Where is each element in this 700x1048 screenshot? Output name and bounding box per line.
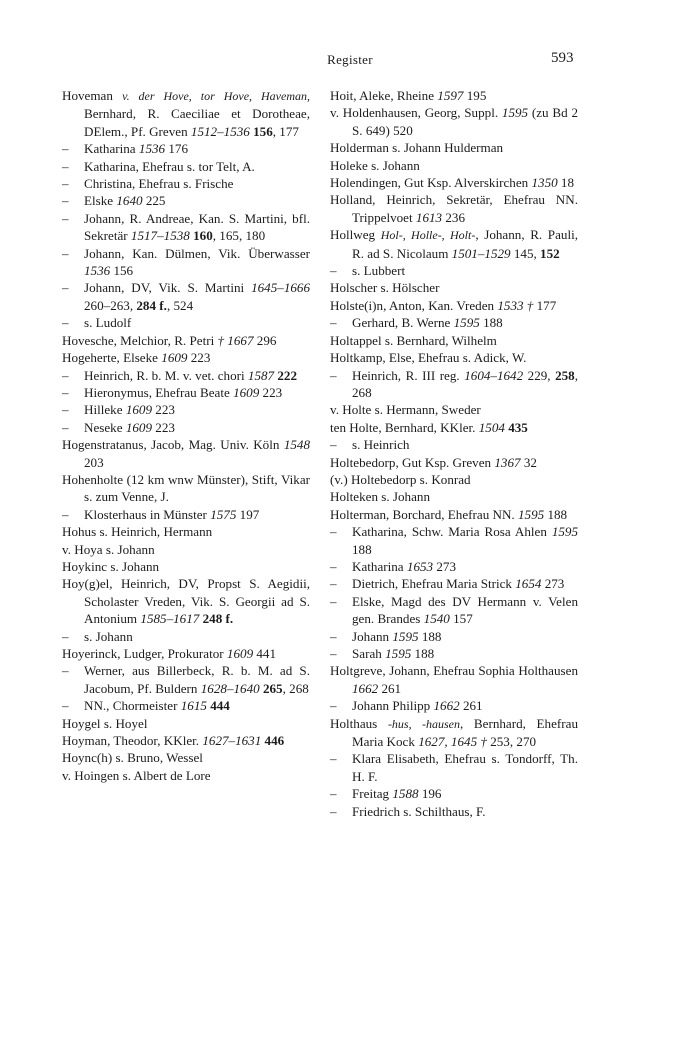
entry-year: 1587 — [247, 367, 275, 383]
entry-text: Johann — [352, 628, 393, 644]
index-subentry — [330, 593, 578, 628]
index-entry — [62, 732, 310, 749]
entry-text: Holendingen, Gut Ksp. Alverskirchen — [330, 175, 532, 191]
index-subentry — [62, 697, 310, 714]
entry-year: 1536 — [84, 263, 111, 279]
entry-text: Sarah — [352, 646, 386, 661]
entry-text: 261 — [378, 680, 402, 696]
subentry-dash: – — [330, 524, 337, 540]
index-subentry — [330, 750, 578, 785]
subentry-dash: – — [330, 646, 337, 661]
entry-text: Johann, R. Andreae, Kan. S. Martini, bfl. Sekretär — [84, 210, 310, 244]
index-entry — [62, 575, 310, 627]
subentry-dash: – — [62, 176, 69, 192]
index-subentry — [62, 628, 310, 645]
index-entry — [330, 419, 578, 436]
index-entry — [330, 506, 578, 523]
index-entry — [62, 349, 310, 366]
entry-text: Holscher s. Hölscher — [330, 280, 440, 296]
entry-text: 236 — [442, 209, 466, 225]
entry-text: 260–263, — [84, 297, 137, 313]
entry-page-bold: 258 — [555, 367, 575, 383]
entry-text: Hoyerinck, Ludger, Prokurator — [62, 646, 227, 661]
subentry-dash: – — [62, 280, 69, 296]
index-entry — [62, 436, 310, 471]
entry-text: 225 — [142, 193, 166, 209]
entry-text: , 268 — [282, 680, 309, 696]
index-entry — [62, 541, 310, 558]
entry-text: 261 — [459, 698, 483, 714]
entry-year: 1595 — [551, 524, 578, 540]
entry-text: Katharina — [352, 558, 407, 574]
entry-year: 1517–1538 — [130, 228, 190, 244]
entry-text: Bernhard, R. Caeciliae et Dorotheae, DElem., Pf. Greven — [84, 106, 310, 139]
entry-year: 1501–1529 — [451, 245, 511, 261]
entry-year: 1609 — [233, 384, 260, 400]
entry-year: 1628–1640 — [200, 680, 260, 696]
index-subentry — [62, 279, 310, 314]
index-entry — [62, 332, 310, 349]
index-subentry — [330, 367, 578, 402]
entry-text: 223 — [187, 350, 211, 366]
subentry-dash: – — [62, 506, 69, 522]
entry-text: 273 — [541, 576, 565, 592]
entry-text: Elske, Magd des DV Hermann v. Velen gen. Brandes — [352, 593, 578, 627]
entry-year: 1662 — [352, 680, 379, 696]
index-subentry — [330, 803, 578, 820]
subentry-dash: – — [330, 786, 337, 802]
entry-year: 1653 — [406, 558, 434, 574]
subentry-dash: – — [62, 384, 69, 400]
entry-year: 1350 — [531, 175, 558, 191]
subentry-dash: – — [330, 315, 337, 331]
page-number: 593 — [551, 50, 574, 66]
entry-page-bold: 156 — [253, 123, 273, 139]
entry-year: 1588 — [392, 786, 419, 802]
entry-text: 203 — [84, 454, 104, 470]
entry-year: 1609 — [226, 646, 254, 661]
entry-year: 1595 — [385, 646, 412, 661]
subentry-dash: – — [330, 263, 337, 279]
entry-text: Holteken s. Johann — [330, 489, 431, 505]
entry-text: , Johann, R. Pauli, R. ad S. Nicolaum — [352, 227, 578, 261]
index-entry — [62, 767, 310, 784]
subentry-dash: – — [62, 402, 69, 418]
entry-text: Holtkamp, Else, Ehefrau s. Adick, W. — [330, 350, 527, 366]
entry-text: Hoygel s. Hoyel — [62, 715, 148, 731]
entry-text: Neseke — [84, 419, 126, 435]
entry-text: Holderman s. Johann Hulderman — [330, 140, 504, 156]
subentry-dash: – — [330, 803, 337, 819]
entry-text: v. Holte s. Hermann, Sweder — [330, 402, 481, 418]
entry-text: s. Ludolf — [84, 315, 132, 331]
index-entry — [62, 523, 310, 540]
index-subentry — [62, 384, 310, 401]
subentry-dash: – — [62, 141, 69, 157]
entry-variant-names: -hus, -hausen — [387, 716, 460, 731]
entry-text: 223 — [152, 419, 175, 435]
index-entry — [62, 645, 310, 662]
entry-page-bold: 160 — [193, 228, 213, 244]
subentry-dash: – — [330, 576, 337, 592]
running-head: Register — [327, 52, 373, 67]
index-entry — [330, 191, 578, 226]
entry-text: s. Lubbert — [352, 263, 406, 279]
entry-year: 1595 — [453, 315, 480, 331]
entry-text: Heinrich, R. III reg. — [352, 367, 465, 383]
index-subentry — [330, 436, 578, 453]
entry-page-bold: 248 f. — [202, 611, 234, 627]
index-entry — [330, 488, 578, 505]
index-entry — [330, 226, 578, 262]
entry-text: NN., Chormeister — [84, 698, 181, 714]
index-entry — [330, 279, 578, 296]
entry-year: 1627–1631 — [202, 733, 262, 749]
entry-year: † 1667 — [217, 332, 254, 348]
entry-page-bold: 265 — [262, 680, 283, 696]
subentry-dash: – — [62, 698, 69, 714]
index-entry — [62, 558, 310, 575]
entry-text: Elske — [84, 193, 117, 209]
index-entry — [330, 174, 578, 191]
entry-year: 1604–1642 — [464, 367, 524, 383]
subentry-dash: – — [330, 437, 337, 453]
index-entry — [330, 349, 578, 366]
entry-text: Freitag — [352, 786, 393, 802]
entry-text: 145, — [510, 245, 541, 261]
index-entry — [62, 471, 310, 506]
entry-text: 197 — [236, 506, 260, 522]
subentry-dash: – — [330, 751, 337, 767]
entry-text: 18 — [557, 175, 575, 191]
entry-text: Johann, DV, Vik. S. Martini — [84, 280, 252, 296]
index-entry — [330, 87, 578, 104]
index-subentry — [62, 245, 310, 280]
entry-text: Holland, Heinrich, Sekretär, Ehefrau NN. Trippelvoet — [330, 192, 578, 225]
subentry-dash: – — [62, 367, 69, 383]
entry-year: 1640 — [116, 193, 143, 209]
entry-year: 1595 — [517, 506, 545, 522]
index-entry — [330, 454, 578, 471]
subentry-dash: – — [62, 158, 69, 174]
subentry-dash: – — [62, 210, 69, 226]
entry-year: 1536 — [138, 141, 166, 157]
entry-text: v. Hoya s. Johann — [62, 541, 155, 557]
index-subentry — [62, 158, 310, 175]
subentry-dash: – — [62, 663, 69, 679]
entry-text: Werner, aus Billerbeck, R. b. M. ad S. Jacobum, Pf. Buldern — [84, 663, 310, 696]
entry-text: Hoy(g)el, Heinrich, DV, Propst S. Aegidii, Scholaster Vreden, Vik. S. Georgii ad S. Antonium — [62, 576, 310, 627]
entry-text: Hoit, Aleke, Rheine — [330, 88, 438, 103]
entry-text: Hilleke — [84, 402, 126, 418]
entry-page-bold: 444 — [210, 698, 230, 714]
entry-text: 188 — [479, 315, 503, 331]
index-entry — [62, 749, 310, 766]
index-subentry — [62, 192, 310, 209]
entry-year: 1540 — [423, 611, 450, 627]
entry-text: , 524 — [166, 297, 194, 313]
entry-text: Friedrich s. Schilthaus, F. — [352, 803, 486, 819]
index-subentry — [330, 314, 578, 331]
entry-year: 1609 — [161, 350, 188, 366]
index-subentry — [330, 785, 578, 802]
index-subentry — [330, 575, 578, 592]
entry-text: 229, — [523, 367, 556, 383]
entry-text: 273 — [433, 558, 457, 574]
entry-year: 1512–1536 — [190, 123, 250, 139]
index-entry — [62, 87, 310, 140]
subentry-dash: – — [62, 419, 69, 435]
entry-text: 188 — [544, 506, 568, 522]
entry-variant-names: v. der Hove, tor Hove, Haveman, — [122, 89, 310, 103]
entry-text: s. Johann — [84, 628, 133, 644]
entry-text: 188 — [352, 541, 372, 557]
entry-text: 296 — [253, 332, 277, 348]
entry-year: 1609 — [125, 419, 152, 435]
subentry-dash: – — [330, 367, 337, 383]
index-subentry — [62, 419, 310, 436]
entry-text: Johann Philipp — [352, 698, 434, 714]
entry-page-bold: 222 — [277, 367, 297, 383]
entry-text: 253, 270 — [486, 734, 537, 750]
entry-page-bold: 152 — [540, 245, 560, 261]
subentry-dash: – — [330, 593, 337, 609]
entry-text: Christina, Ehefrau s. Frische — [84, 176, 234, 192]
index-subentry — [62, 140, 310, 157]
index-entry — [330, 104, 578, 139]
entry-text: Hoyman, Theodor, KKler. — [62, 733, 203, 749]
index-subentry — [62, 401, 310, 418]
index-subentry — [62, 506, 310, 523]
entry-text: ten Holte, Bernhard, KKler. — [330, 419, 479, 435]
entry-text: Hoveman — [62, 88, 123, 103]
entry-text: v. Hoingen s. Albert de Lore — [62, 767, 211, 783]
index-entry — [330, 139, 578, 156]
index-subentry — [62, 662, 310, 697]
entry-text: 156 — [110, 263, 134, 279]
entry-year: 1654 — [515, 576, 542, 592]
index-subentry — [62, 367, 310, 384]
index-subentry — [62, 210, 310, 245]
entry-text: (zu Bd 2 S. 649) 520 — [352, 105, 578, 138]
entry-text: , Bernhard, Ehefrau Maria Kock — [352, 715, 578, 750]
entry-text: 176 — [165, 141, 189, 157]
index-entry — [330, 715, 578, 751]
entry-year: 1595 — [392, 628, 419, 644]
index-entry — [330, 157, 578, 174]
entry-year: 1533 † — [497, 297, 534, 313]
entry-text: v. Holdenhausen, Georg, Suppl. — [330, 105, 502, 121]
index-subentry — [62, 175, 310, 192]
entry-text: 188 — [411, 646, 435, 661]
entry-text: Holterman, Borchard, Ehefrau NN. — [330, 506, 518, 522]
entry-text: Hoykinc s. Johann — [62, 558, 160, 574]
entry-text: , 177 — [272, 123, 299, 139]
index-entry — [330, 297, 578, 314]
entry-page-bold: 284 f. — [136, 297, 167, 313]
index-subentry — [330, 645, 578, 662]
entry-year: 1662 — [433, 698, 460, 714]
index-subentry — [330, 628, 578, 645]
index-subentry — [330, 262, 578, 279]
entry-text: Hohus s. Heinrich, Hermann — [62, 524, 213, 540]
entry-text: Gerhard, B. Werne — [352, 315, 454, 331]
index-subentry — [330, 558, 578, 575]
entry-text: Klosterhaus in Münster — [84, 506, 211, 522]
entry-year: 1609 — [125, 402, 153, 418]
subentry-dash: – — [330, 558, 337, 574]
entry-text: , 268 — [352, 367, 578, 400]
entry-year: 1597 — [437, 88, 464, 103]
entry-year: 1585–1617 — [140, 611, 200, 627]
entry-text: Holeke s. Johann — [330, 157, 420, 173]
entry-year: 1367 — [494, 454, 521, 470]
entry-text: Holtappel s. Bernhard, Wilhelm — [330, 332, 497, 348]
entry-text: Holste(i)n, Anton, Kan. Vreden — [330, 297, 498, 313]
entry-text: Holtgreve, Johann, Ehefrau Sophia Holthausen — [330, 663, 578, 679]
entry-year: 1645–1666 — [251, 280, 310, 296]
entry-text: (v.) Holtebedorp s. Konrad — [330, 471, 471, 487]
entry-text: 32 — [520, 454, 537, 470]
entry-text: Dietrich, Ehefrau Maria Strick — [352, 576, 516, 592]
entry-text: Holtebedorp, Gut Ksp. Greven — [330, 454, 495, 470]
entry-text: Hieronymus, Ehefrau Beate — [84, 384, 234, 400]
entry-text: Katharina, Ehefrau s. tor Telt, A. — [84, 158, 255, 174]
entry-text: 441 — [253, 646, 277, 661]
index-entry — [62, 715, 310, 732]
entry-text: Katharina — [84, 141, 139, 157]
index-subentry — [62, 314, 310, 331]
subentry-dash: – — [330, 628, 337, 644]
entry-year: 1548 — [283, 437, 310, 453]
entry-text: Katharina, Schw. Maria Rosa Ahlen — [352, 524, 552, 540]
index-subentry — [330, 523, 578, 558]
entry-text: 196 — [418, 786, 442, 802]
entry-variant-names: Hol-, Holle-, Holt- — [380, 228, 476, 243]
entry-text: Hovesche, Melchior, R. Petri — [62, 332, 218, 348]
index-entry — [330, 332, 578, 349]
entry-text: Holthaus — [330, 715, 388, 731]
entry-text: 157 — [449, 611, 473, 627]
entry-text: 177 — [533, 297, 557, 313]
entry-text: 223 — [259, 384, 283, 400]
subentry-dash: – — [62, 628, 69, 644]
subentry-dash: – — [62, 193, 69, 209]
subentry-dash: – — [62, 315, 69, 331]
index-entry — [330, 471, 578, 488]
right-column — [330, 87, 578, 820]
entry-page-bold: 446 — [264, 733, 285, 749]
entry-year: 1613 — [415, 209, 443, 225]
entry-text: s. Heinrich — [352, 437, 410, 453]
entry-text: Johann, Kan. Dülmen, Vik. Überwasser — [84, 245, 310, 261]
index-subentry — [330, 697, 578, 714]
entry-text: Hoync(h) s. Bruno, Wessel — [62, 750, 203, 766]
entry-text: Hollweg — [330, 227, 381, 243]
entry-text: Heinrich, R. b. M. v. vet. chori — [84, 367, 248, 383]
entry-year: 1575 — [210, 506, 237, 522]
entry-text: Klara Elisabeth, Ehefrau s. Tondorff, Th. H. F. — [352, 751, 578, 784]
entry-year: 1627, 1645 † — [418, 734, 487, 750]
entry-text: , 165, 180 — [212, 228, 266, 244]
entry-text: Hogeherte, Elseke — [62, 350, 162, 366]
entry-year: 1595 — [501, 105, 529, 121]
entry-text: 188 — [418, 628, 442, 644]
subentry-dash: – — [330, 698, 337, 714]
entry-text: Hogenstratanus, Jacob, Mag. Univ. Köln — [62, 437, 284, 453]
entry-page-bold: 435 — [508, 419, 528, 435]
left-column — [62, 87, 310, 784]
index-entry — [330, 401, 578, 418]
index-entry — [330, 662, 578, 697]
entry-year: 1615 — [180, 698, 207, 714]
entry-text: 195 — [463, 88, 487, 103]
entry-year: 1504 — [478, 419, 505, 435]
entry-text: 223 — [152, 402, 175, 418]
entry-text: Hohenholte (12 km wnw Münster), Stift, Vikar s. zum Venne, J. — [62, 471, 310, 505]
subentry-dash: – — [62, 245, 69, 261]
